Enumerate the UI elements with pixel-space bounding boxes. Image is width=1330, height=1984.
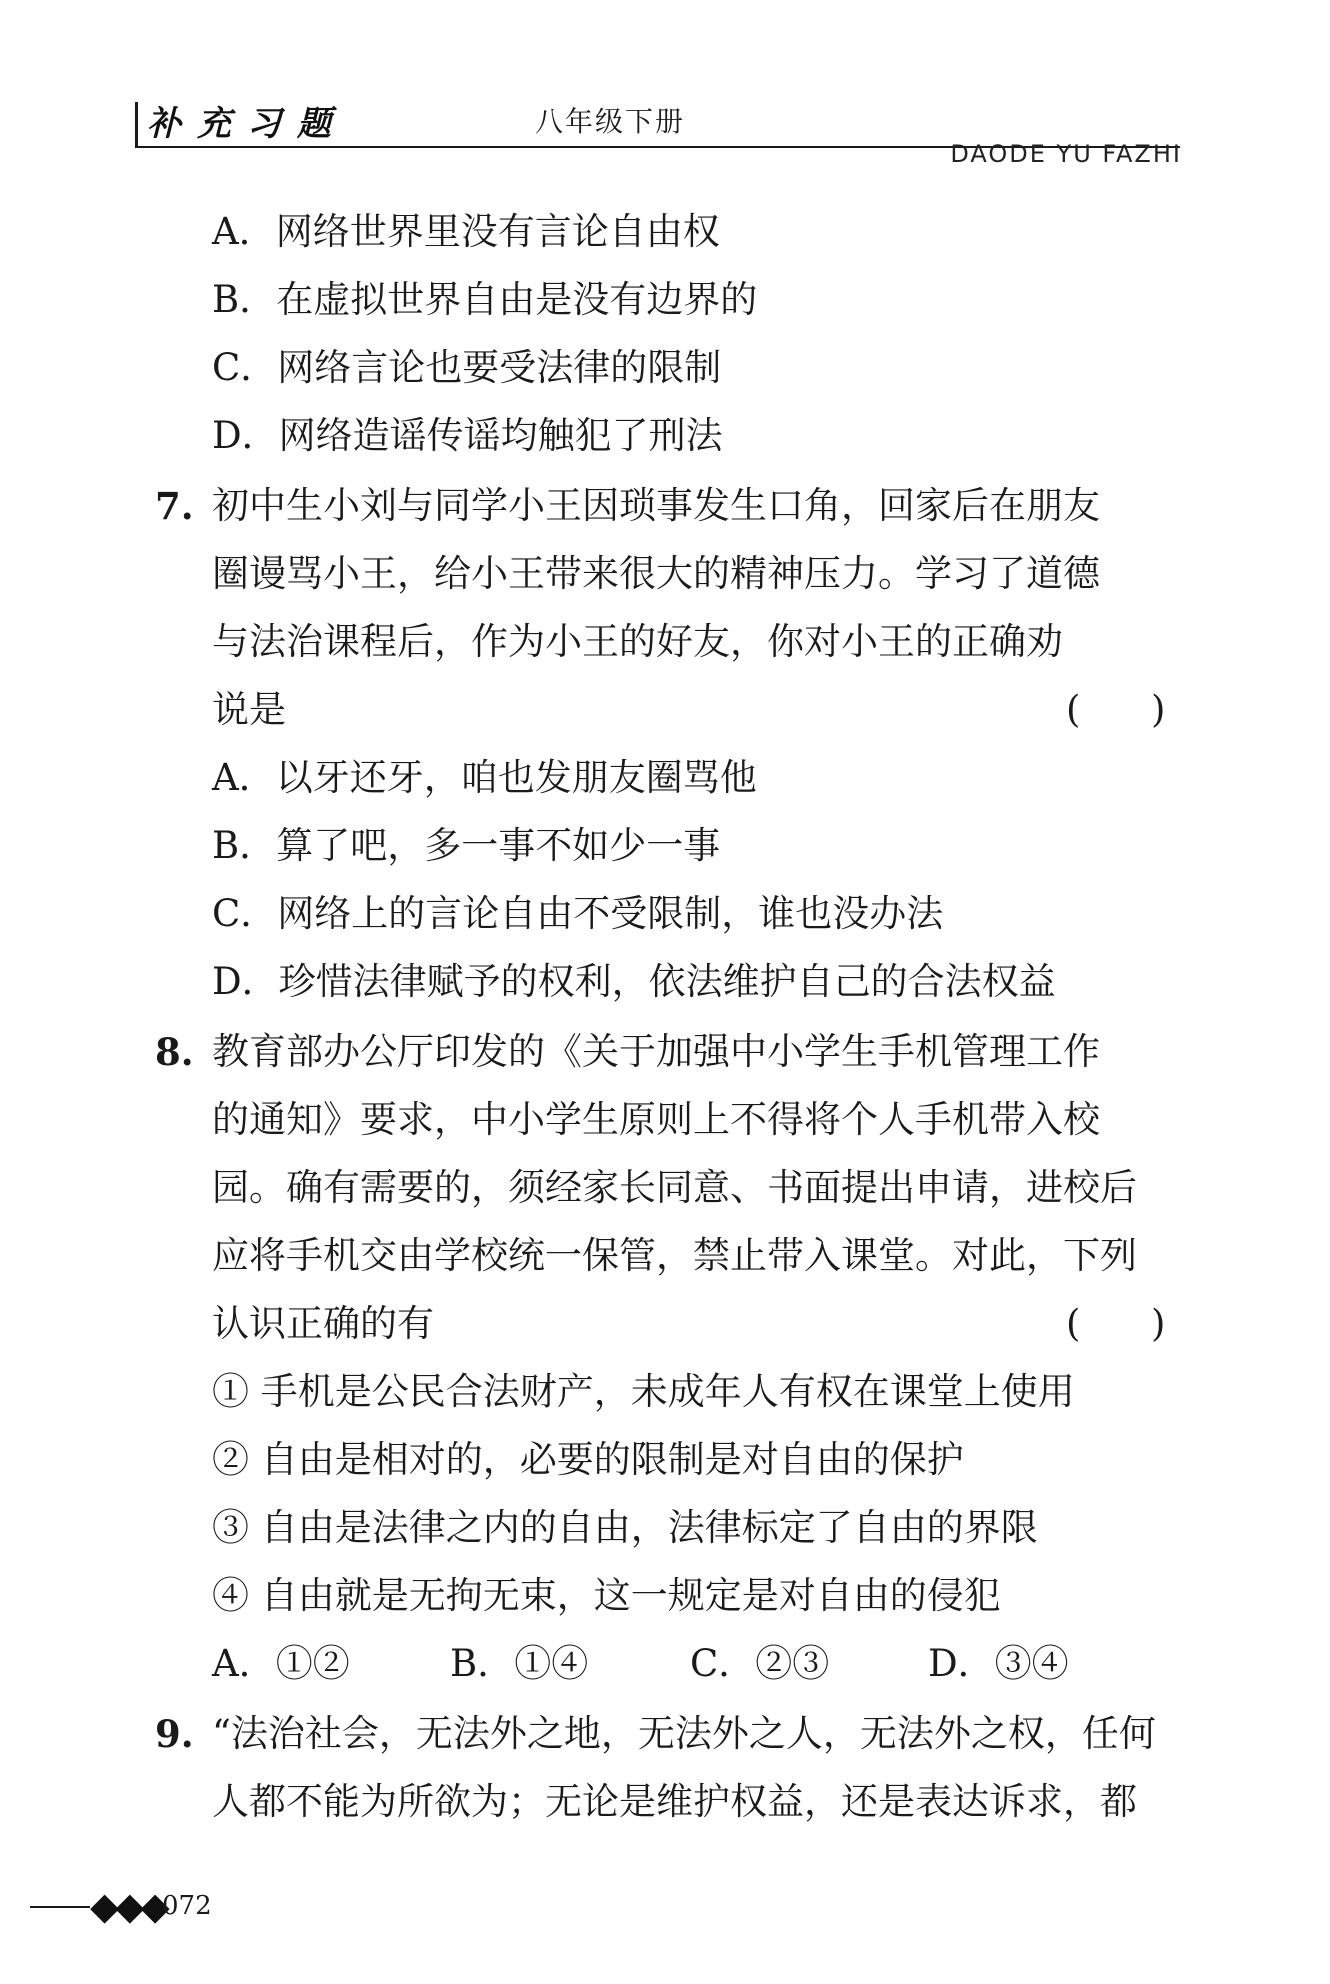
q9-line-2: 人都不能为所欲为；无论是维护权益，还是表达诉求，都 bbox=[212, 1780, 1137, 1823]
q7-line-4: 说是 bbox=[212, 688, 286, 731]
footer-diamonds-icon: ◆◆◆ bbox=[90, 1884, 166, 1928]
q8-number: 8. bbox=[155, 1030, 194, 1074]
q8-line-5: 认识正确的有 bbox=[212, 1302, 434, 1345]
q6-option-d: D．网络造谣传谣均触犯了刑法 bbox=[212, 414, 723, 457]
q7-line-2: 圈谩骂小王，给小王带来很大的精神压力。学习了道德 bbox=[212, 552, 1100, 595]
q6-option-a: A．网络世界里没有言论自由权 bbox=[212, 210, 720, 253]
q8-choice-c: C．②③ bbox=[690, 1642, 830, 1685]
q8-choice-d: D．③④ bbox=[928, 1642, 1069, 1685]
q8-statement-2: ② 自由是相对的，必要的限制是对自由的保护 bbox=[212, 1438, 964, 1481]
q7-option-c: C．网络上的言论自由不受限制，谁也没办法 bbox=[212, 892, 944, 935]
page-number: 072 bbox=[162, 1891, 212, 1921]
q8-answer-blank: ( ) bbox=[1066, 1302, 1166, 1345]
q7-answer-blank: ( ) bbox=[1066, 688, 1166, 731]
q8-line-2: 的通知》要求，中小学生原则上不得将个人手机带入校 bbox=[212, 1098, 1100, 1141]
q7-option-d: D．珍惜法律赋予的权利，依法维护自己的合法权益 bbox=[212, 960, 1056, 1003]
q8-statement-1: ① 手机是公民合法财产，未成年人有权在课堂上使用 bbox=[212, 1370, 1075, 1413]
q8-line-1: 教育部办公厅印发的《关于加强中小学生手机管理工作 bbox=[212, 1030, 1100, 1073]
q7-option-b: B．算了吧，多一事不如少一事 bbox=[212, 824, 721, 867]
q8-statement-3: ③ 自由是法律之内的自由，法律标定了自由的界限 bbox=[212, 1506, 1038, 1549]
q8-choice-b: B．①④ bbox=[450, 1642, 589, 1685]
q6-option-b: B．在虚拟世界自由是没有边界的 bbox=[212, 278, 758, 321]
q7-number: 7. bbox=[155, 484, 194, 528]
footer-rule bbox=[30, 1906, 90, 1908]
q9-number: 9. bbox=[155, 1712, 194, 1756]
series-logo: 补充习题 bbox=[147, 104, 347, 144]
q8-statement-4: ④ 自由就是无拘无束，这一规定是对自由的侵犯 bbox=[212, 1574, 1001, 1617]
q8-choice-a: A．①② bbox=[212, 1642, 350, 1685]
q9-line-1: “法治社会，无法外之地，无法外之人，无法外之权，任何 bbox=[212, 1712, 1156, 1755]
subject-pinyin: DAODE YU FAZHI bbox=[950, 140, 1182, 168]
q7-option-a: A．以牙还牙，咱也发朋友圈骂他 bbox=[212, 756, 757, 799]
q7-line-1: 初中生小刘与同学小王因琐事发生口角，回家后在朋友 bbox=[212, 484, 1100, 527]
grade-label: 八年级下册 bbox=[535, 105, 686, 138]
header-bar bbox=[135, 102, 138, 146]
q8-line-4: 应将手机交由学校统一保管，禁止带入课堂。对此，下列 bbox=[212, 1234, 1137, 1277]
q7-line-3: 与法治课程后，作为小王的好友，你对小王的正确劝 bbox=[212, 620, 1063, 663]
q8-line-3: 园。确有需要的，须经家长同意、书面提出申请，进校后 bbox=[212, 1166, 1137, 1209]
q6-option-c: C．网络言论也要受法律的限制 bbox=[212, 346, 722, 389]
